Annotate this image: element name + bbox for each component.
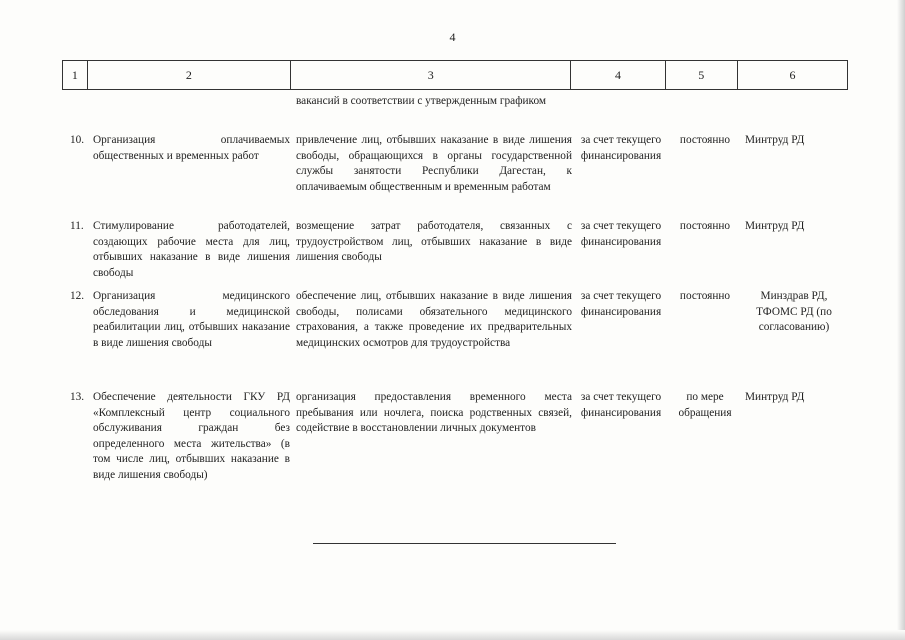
header-col-3: 3: [290, 61, 570, 89]
row-term: постоянно: [679, 220, 731, 232]
row-responsible: Минтруд РД: [745, 134, 805, 146]
scan-edge-right: [897, 0, 905, 640]
row-content: привлечение лиц, отбывших наказание в виде лишения свободы, обращающихся в органы государственной службы занятости Республики Дагестан, к оплачиваемым общественным и временным работам: [296, 134, 572, 193]
row-responsible: Минтруд РД: [745, 391, 805, 403]
row-responsible: Минтруд РД: [745, 220, 805, 232]
row-number: 13.: [70, 391, 85, 403]
row-measure-name: Организация медицинского обследования и медицинской реабилитации лиц, отбывших наказание в виде лишения свободы: [93, 290, 290, 349]
scan-edge-bottom: [0, 630, 905, 640]
row-measure-name: Обеспечение деятельности ГКУ РД «Комплексный центр социального обслуживания граждан без определенного места жительства» (в том числе лиц, отбывших наказание в виде лишения свободы): [93, 391, 290, 481]
header-col-4: 4: [570, 61, 664, 89]
closing-line: [313, 543, 616, 544]
table-header-row: [62, 60, 848, 90]
header-col-1: 1: [62, 61, 87, 89]
row-content: возмещение затрат работодателя, связанных с трудоустройством лиц, отбывших наказание в виде лишения свободы: [296, 220, 572, 264]
row-number: 11.: [70, 220, 84, 232]
header-col-6: 6: [737, 61, 848, 89]
row-term: постоянно: [679, 290, 731, 302]
row-number: 10.: [70, 134, 85, 146]
row-number: 12.: [70, 290, 85, 302]
row-funding: за счет текущего финансирования: [580, 290, 662, 318]
header-col-2: 2: [87, 61, 290, 89]
row-funding: за счет текущего финансирования: [580, 220, 662, 248]
header-col-5: 5: [665, 61, 737, 89]
row-measure-name: Организация оплачиваемых общественных и временных работ: [93, 134, 290, 162]
page-number: 4: [449, 30, 456, 44]
row-responsible: Минздрав РД, ТФОМС РД (по согласованию): [756, 290, 832, 334]
row-content: обеспечение лиц, отбывших наказание в виде лишения свободы, полисами обязательного медицинского страхования, а также проведение их предварительных медицинских осмотров для трудоустройства: [296, 290, 572, 349]
row-funding: за счет текущего финансирования: [580, 134, 662, 162]
row-content: организация предоставления временного места пребывания или ночлега, поиска родственных связей, содействие в восстановлении личных документов: [296, 391, 572, 435]
row-term: по мере обращения: [678, 391, 732, 419]
row-term: постоянно: [679, 134, 731, 146]
row-funding: за счет текущего финансирования: [580, 391, 662, 419]
continuation-content: вакансий в соответствии с утвержденным графиком: [296, 95, 547, 107]
row-measure-name: Стимулирование работодателей, создающих рабочие места для лиц, отбывших наказание в виде лишения свободы: [93, 220, 290, 279]
